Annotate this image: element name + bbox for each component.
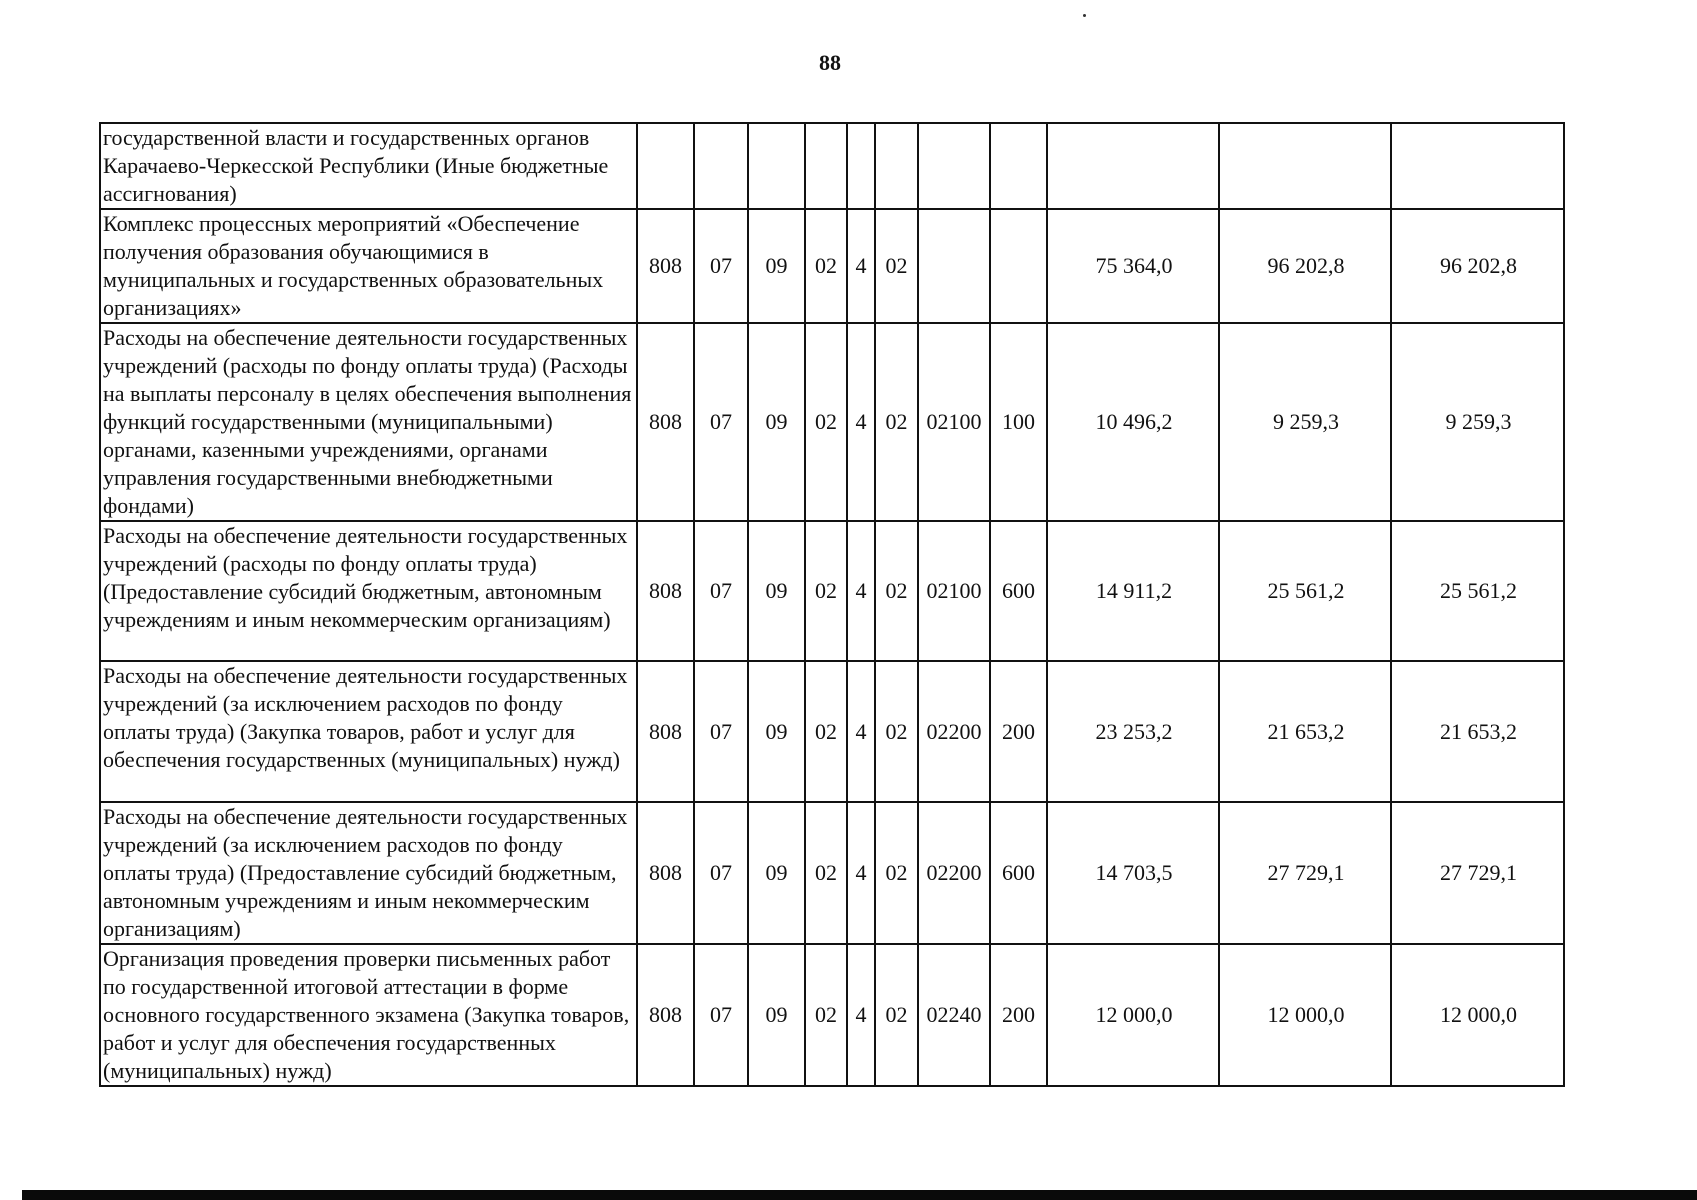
code-subprogram: 4 [847,209,875,323]
table-row [100,209,1564,323]
row-name: Организация проведения проверки письменных работ по государственной итоговой аттестации в форме основного государственного экзамена (Закупка товаров, работ и услуг для обеспечения государственных (муниципальных) нужд) [100,944,637,1086]
amount-year-2 [1219,123,1391,209]
row-name: Расходы на обеспечение деятельности государственных учреждений (расходы по фонду оплаты труда) (Расходы на выплаты персоналу в целях обеспечения выполнения функций государственными (муниципальными) органами, казенными учреждениями, органами управления государственными внебюджетными фондами) [100,323,637,521]
row-name: Расходы на обеспечение деятельности государственных учреждений (за исключением расходов по фонду оплаты труда) (Закупка товаров, работ и услуг для обеспечения государственных (муниципальных) нужд) [100,661,637,802]
amount-year-1 [1047,123,1219,209]
code-activity: 02 [875,521,918,661]
code-gov: 808 [637,802,694,944]
code-activity: 02 [875,661,918,802]
code-gov: 808 [637,521,694,661]
code-program: 02 [805,802,847,944]
amount-year-3: 27 729,1 [1391,802,1564,944]
code-gov [637,123,694,209]
code-section: 07 [694,209,748,323]
code-direction: 02100 [918,323,990,521]
code-direction [918,123,990,209]
code-section: 07 [694,944,748,1086]
code-subprogram: 4 [847,521,875,661]
code-program: 02 [805,323,847,521]
amount-year-3: 25 561,2 [1391,521,1564,661]
row-name: государственной власти и государственных органов Карачаево-Черкесской Республики (Иные бюджетные ассигнования) [100,123,637,209]
code-activity: 02 [875,944,918,1086]
code-subsection: 09 [748,323,805,521]
table-row [100,323,1564,521]
amount-year-1: 14 911,2 [1047,521,1219,661]
code-program [805,123,847,209]
code-direction: 02200 [918,661,990,802]
code-gov: 808 [637,661,694,802]
code-activity: 02 [875,802,918,944]
amount-year-2: 9 259,3 [1219,323,1391,521]
code-subprogram: 4 [847,323,875,521]
code-subsection: 09 [748,802,805,944]
code-expense-type [990,209,1047,323]
code-section: 07 [694,802,748,944]
code-expense-type: 200 [990,944,1047,1086]
amount-year-1: 23 253,2 [1047,661,1219,802]
code-program: 02 [805,209,847,323]
amount-year-3: 21 653,2 [1391,661,1564,802]
code-gov: 808 [637,209,694,323]
code-section: 07 [694,661,748,802]
code-subsection: 09 [748,521,805,661]
code-expense-type: 100 [990,323,1047,521]
scan-speck [1083,14,1086,17]
amount-year-1: 12 000,0 [1047,944,1219,1086]
code-gov: 808 [637,323,694,521]
code-direction: 02200 [918,802,990,944]
code-expense-type: 200 [990,661,1047,802]
code-direction [918,209,990,323]
table-row [100,802,1564,944]
code-activity: 02 [875,323,918,521]
code-program: 02 [805,661,847,802]
table-row [100,521,1564,661]
code-activity: 02 [875,209,918,323]
row-name: Расходы на обеспечение деятельности государственных учреждений (расходы по фонду оплаты труда) (Предоставление субсидий бюджетным, автономным учреждениям и иным некоммерческим организациям) [100,521,637,661]
code-program: 02 [805,521,847,661]
code-gov: 808 [637,944,694,1086]
table-row [100,123,1564,209]
amount-year-3: 96 202,8 [1391,209,1564,323]
code-activity [875,123,918,209]
amount-year-3: 9 259,3 [1391,323,1564,521]
amount-year-2: 25 561,2 [1219,521,1391,661]
amount-year-1: 10 496,2 [1047,323,1219,521]
amount-year-2: 12 000,0 [1219,944,1391,1086]
code-direction: 02100 [918,521,990,661]
amount-year-2: 96 202,8 [1219,209,1391,323]
code-direction: 02240 [918,944,990,1086]
code-subprogram: 4 [847,802,875,944]
amount-year-1: 75 364,0 [1047,209,1219,323]
amount-year-2: 27 729,1 [1219,802,1391,944]
code-program: 02 [805,944,847,1086]
code-subprogram: 4 [847,661,875,802]
code-subsection [748,123,805,209]
row-name: Расходы на обеспечение деятельности государственных учреждений (за исключением расходов по фонду оплаты труда) (Предоставление субсидий бюджетным, автономным учреждениям и иным некоммерческим организациям) [100,802,637,944]
amount-year-2: 21 653,2 [1219,661,1391,802]
scan-bottom-bar [22,1190,1697,1200]
code-subsection: 09 [748,661,805,802]
code-subsection: 09 [748,944,805,1086]
code-subprogram [847,123,875,209]
budget-table [99,122,1565,1087]
code-expense-type: 600 [990,802,1047,944]
code-subprogram: 4 [847,944,875,1086]
code-section [694,123,748,209]
code-subsection: 09 [748,209,805,323]
amount-year-3 [1391,123,1564,209]
page-number: 88 [819,50,841,75]
table-row [100,944,1564,1086]
code-expense-type: 600 [990,521,1047,661]
code-section: 07 [694,521,748,661]
row-name: Комплекс процессных мероприятий «Обеспечение получения образования обучающимися в муниципальных и государственных образовательных организациях» [100,209,637,323]
table-row [100,661,1564,802]
code-expense-type [990,123,1047,209]
amount-year-3: 12 000,0 [1391,944,1564,1086]
code-section: 07 [694,323,748,521]
amount-year-1: 14 703,5 [1047,802,1219,944]
